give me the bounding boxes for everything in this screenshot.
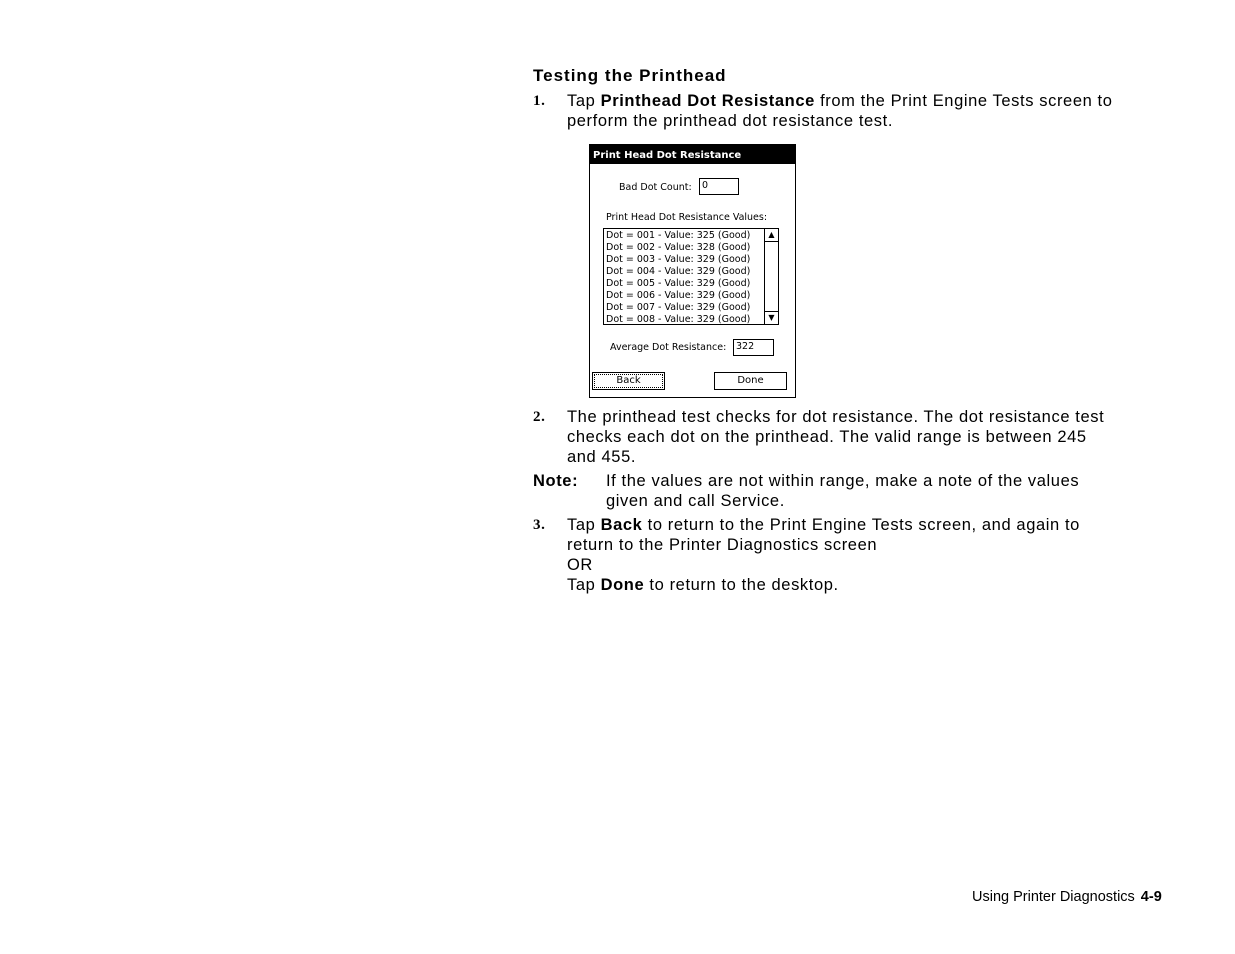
note-text: given and call Service. [606,492,785,510]
step-text: to return to the Print Engine Tests screen, and again to [642,516,1080,534]
step-text: Tap [567,576,601,594]
step-text: The printhead test checks for dot resistance. The dot resistance test [567,408,1105,426]
section-heading: Testing the Printhead [533,66,727,85]
back-button-label: Back [594,374,663,388]
step-1 [533,91,1193,131]
step-text: to return to the desktop. [644,576,839,594]
list-item[interactable]: Dot = 007 - Value: 329 (Good) [606,302,751,313]
step-number: 3. [533,517,546,533]
step-text: checks each dot on the printhead. The valid range is between 245 [567,428,1087,446]
scroll-down-icon[interactable]: ▼ [765,311,778,324]
step-emphasis: Printhead Dot Resistance [600,92,815,110]
list-item[interactable]: Dot = 008 - Value: 329 (Good) [606,314,751,325]
average-dot-resistance-label: Average Dot Resistance: [610,342,727,353]
step-emphasis: Done [600,576,645,594]
list-scrollbar[interactable] [764,229,778,324]
step-text: return to the Printer Diagnostics screen [567,536,878,554]
step-text: Tap [567,92,601,110]
print-head-dot-resistance-dialog [589,144,796,398]
note [533,471,1193,511]
step-text: perform the printhead dot resistance test. [567,112,894,130]
list-item[interactable]: Dot = 002 - Value: 328 (Good) [606,242,751,253]
step-number: 2. [533,409,546,425]
back-button[interactable] [592,372,665,390]
step-text: from the Print Engine Tests screen to [814,92,1113,110]
resistance-values-list[interactable] [603,228,779,325]
list-item[interactable]: Dot = 005 - Value: 329 (Good) [606,278,751,289]
scroll-up-icon[interactable]: ▲ [765,229,778,242]
step-2 [533,407,1193,467]
note-label: Note: [533,472,579,490]
done-button[interactable]: Done [714,372,787,390]
page-footer [972,889,1162,905]
bad-dot-count-label: Bad Dot Count: [619,182,692,193]
step-text: Tap [567,516,601,534]
list-item[interactable]: Dot = 006 - Value: 329 (Good) [606,290,751,301]
step-text: OR [567,556,593,574]
list-item[interactable]: Dot = 003 - Value: 329 (Good) [606,254,751,265]
step-text: and 455. [567,448,637,466]
page-number: 4-9 [1140,889,1162,905]
list-item[interactable]: Dot = 001 - Value: 325 (Good) [606,230,751,241]
resistance-values-label: Print Head Dot Resistance Values: [606,212,768,223]
average-dot-resistance-field[interactable]: 322 [733,339,774,356]
step-number: 1. [533,93,546,109]
dialog-title: Print Head Dot Resistance [590,145,795,164]
footer-text: Using Printer Diagnostics [972,889,1135,905]
step-emphasis: Back [600,516,643,534]
note-text: If the values are not within range, make a note of the values [606,472,1080,490]
list-item[interactable]: Dot = 004 - Value: 329 (Good) [606,266,751,277]
step-3 [533,515,1193,595]
bad-dot-count-field[interactable]: 0 [699,178,739,195]
